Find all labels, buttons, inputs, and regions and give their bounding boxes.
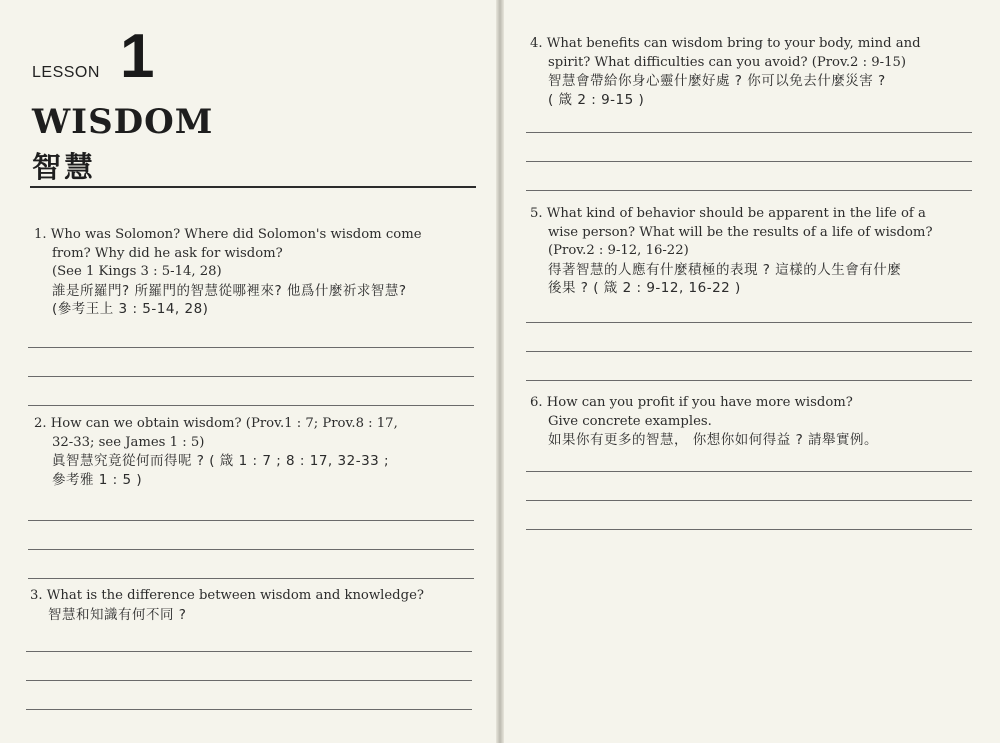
question-reference-chinese: 參考雅 1 : 5 ) bbox=[52, 471, 143, 488]
question-reference: (See 1 Kings 3 : 5-14, 28) bbox=[52, 264, 222, 279]
question-text-chinese: 誰是所羅門? 所羅門的智慧從哪裡來? 他爲什麼祈求智慧? bbox=[52, 282, 407, 299]
answer-line[interactable] bbox=[26, 709, 472, 710]
question-text: Give concrete examples. bbox=[548, 413, 712, 429]
book-gutter bbox=[496, 0, 504, 743]
answer-line[interactable] bbox=[526, 471, 972, 472]
question-5 bbox=[530, 205, 933, 298]
lesson-label: LESSON bbox=[32, 64, 100, 81]
question-text: What is the difference between wisdom and knowledge? bbox=[46, 588, 424, 603]
question-number: 1. bbox=[34, 227, 47, 242]
answer-line[interactable] bbox=[28, 376, 474, 377]
left-page bbox=[0, 0, 496, 743]
question-3 bbox=[30, 587, 424, 624]
question-number: 3. bbox=[30, 588, 43, 603]
answer-line[interactable] bbox=[28, 578, 474, 579]
answer-line[interactable] bbox=[526, 322, 972, 323]
answer-line[interactable] bbox=[28, 520, 474, 521]
answer-line[interactable] bbox=[526, 529, 972, 530]
question-text: wise person? What will be the results of a life of wisdom? bbox=[548, 224, 933, 240]
question-2 bbox=[34, 415, 398, 489]
question-text-chinese: 智慧和知識有何不同 ? bbox=[48, 606, 187, 623]
lesson-title-english: WISDOM bbox=[32, 102, 214, 142]
answer-line[interactable] bbox=[26, 651, 472, 652]
question-6 bbox=[530, 394, 878, 450]
question-reference-chinese: ( 箴 2 : 9-15 ) bbox=[548, 91, 645, 108]
question-number: 5. bbox=[530, 206, 543, 221]
question-text-chinese: 智慧會帶給你身心靈什麼好處 ? 你可以免去什麼災害 ? bbox=[548, 73, 886, 89]
answer-line[interactable] bbox=[26, 680, 472, 681]
answer-line[interactable] bbox=[28, 405, 474, 406]
answer-line[interactable] bbox=[526, 161, 972, 162]
question-text-chinese: 如果你有更多的智慧， 你想你如何得益 ? 請舉實例。 bbox=[548, 432, 879, 448]
question-text: Who was Solomon? Where did Solomon's wisdom come bbox=[50, 227, 422, 242]
question-reference: 32-33; see James 1 : 5) bbox=[52, 434, 205, 450]
question-1 bbox=[34, 226, 422, 319]
question-text: What benefits can wisdom bring to your body, mind and bbox=[546, 36, 921, 51]
answer-line[interactable] bbox=[526, 500, 972, 501]
lesson-number: 1 bbox=[120, 22, 155, 91]
answer-line[interactable] bbox=[28, 347, 474, 348]
question-reference-chinese: (參考王上 3 : 5-14, 28) bbox=[52, 301, 209, 317]
question-text: What kind of behavior should be apparent in the life of a bbox=[546, 206, 926, 221]
question-text: from? Why did he ask for wisdom? bbox=[52, 245, 283, 261]
title-divider bbox=[30, 186, 476, 188]
question-number: 2. bbox=[34, 416, 47, 431]
question-text: How can we obtain wisdom? (Prov.1 : 7; Prov.8 : 17, bbox=[50, 416, 398, 431]
answer-line[interactable] bbox=[526, 132, 972, 133]
question-text-chinese: 眞智慧究竟從何而得呢 ? ( 箴 1 : 7 ; 8 : 17, 32-33 ; bbox=[52, 453, 390, 469]
answer-line[interactable] bbox=[526, 380, 972, 381]
question-reference: (Prov.2 : 9-12, 16-22) bbox=[548, 243, 689, 258]
question-text-chinese: 得著智慧的人應有什麼積極的表現 ? 這樣的人生會有什麼 bbox=[548, 261, 902, 278]
question-4 bbox=[530, 35, 921, 109]
lesson-title-chinese: 智慧 bbox=[32, 150, 97, 184]
question-number: 6. bbox=[530, 395, 543, 410]
right-page bbox=[504, 0, 1000, 743]
question-text: How can you profit if you have more wisdom? bbox=[546, 395, 853, 410]
answer-line[interactable] bbox=[526, 190, 972, 191]
answer-line[interactable] bbox=[526, 351, 972, 352]
question-reference-chinese: 後果 ? ( 箴 2 : 9-12, 16-22 ) bbox=[548, 280, 741, 296]
question-text: spirit? What difficulties can you avoid? (Prov.2 : 9-15) bbox=[548, 54, 907, 70]
answer-line[interactable] bbox=[28, 549, 474, 550]
question-number: 4. bbox=[530, 36, 543, 51]
